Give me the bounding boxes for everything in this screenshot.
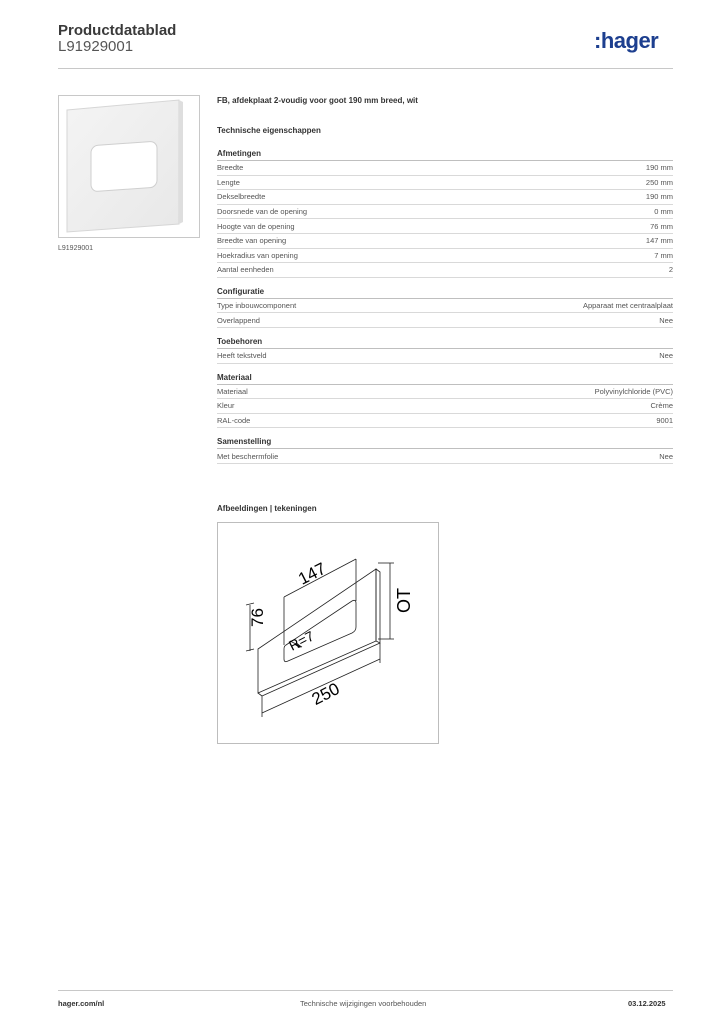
section-afmetingen [217, 149, 673, 278]
property-label: Dekselbreedte [217, 192, 266, 202]
property-label: Doorsnede van de opening [217, 207, 308, 217]
technical-drawing [217, 522, 439, 744]
property-row [217, 313, 673, 328]
logo-text: hager [600, 28, 659, 53]
property-value: Nee [659, 451, 673, 461]
property-value: 190 mm [645, 163, 673, 173]
property-row [217, 176, 673, 191]
property-row [217, 234, 673, 249]
property-value: 0 mm [654, 207, 673, 217]
property-value: 9001 [656, 416, 673, 426]
tech-properties-heading: Technische eigenschappen [217, 126, 321, 135]
property-row [217, 449, 673, 464]
section-configuratie [217, 287, 673, 328]
property-value: 7 mm [654, 250, 673, 260]
property-label: Breedte van opening [217, 236, 287, 246]
section-toebehoren [217, 337, 673, 364]
property-value: Nee [659, 315, 673, 325]
property-label: Kleur [217, 401, 235, 411]
property-value: Crème [650, 401, 673, 411]
property-label: RAL-code [217, 416, 251, 426]
property-label: Materiaal [217, 386, 248, 396]
main-content [217, 96, 673, 473]
footer-disclaimer: Technische wijzigingen voorbehouden [300, 999, 427, 1008]
footer-date: 03.12.2025 [628, 999, 666, 1008]
property-row [217, 219, 673, 234]
property-value: Apparaat met centraalplaat [582, 301, 673, 311]
property-value: 2 [668, 265, 673, 275]
section-samenstelling [217, 437, 673, 464]
property-row [217, 190, 673, 205]
section-title: Afmetingen [217, 149, 673, 161]
property-value: 147 mm [645, 236, 673, 246]
property-label: Met beschermfolie [217, 451, 279, 461]
property-row [217, 263, 673, 278]
property-row [217, 161, 673, 176]
property-label: Lengte [217, 177, 240, 187]
dim-radius-label: R=7 [286, 627, 317, 654]
dim-height-label: 76 [248, 608, 267, 627]
product-image-caption: L91929001 [58, 245, 94, 252]
logo-colon: : [594, 28, 601, 53]
property-value: 190 mm [645, 192, 673, 202]
footer-website-link[interactable]: hager.com/nl [58, 999, 105, 1008]
property-label: Hoekradius van opening [217, 250, 298, 260]
property-label: Hoogte van de opening [217, 221, 295, 231]
property-label: Overlappend [217, 315, 260, 325]
cover-plate-illustration [59, 96, 199, 237]
product-description: FB, afdekplaat 2-voudig voor goot 190 mm breed, wit [217, 96, 418, 105]
property-value: Polyvinylchloride (PVC) [594, 386, 673, 396]
header-divider [58, 68, 673, 69]
section-title: Configuratie [217, 287, 673, 299]
product-code: L91929001 [58, 38, 134, 55]
property-row [217, 414, 673, 429]
property-value: 250 mm [645, 177, 673, 187]
section-title: Materiaal [217, 373, 673, 385]
property-row [217, 205, 673, 220]
dim-width-label: 147 [295, 558, 330, 589]
product-image [58, 95, 200, 238]
property-label: Aantal eenheden [217, 265, 274, 275]
property-value: Nee [659, 351, 673, 361]
images-heading: Afbeeldingen | tekeningen [217, 504, 317, 513]
property-label: Heeft tekstveld [217, 351, 267, 361]
property-row [217, 349, 673, 364]
section-title: Toebehoren [217, 337, 673, 349]
dim-ot-label: OT [394, 588, 414, 613]
dimension-drawing [218, 523, 438, 743]
property-row [217, 399, 673, 414]
section-title: Samenstelling [217, 437, 673, 449]
property-value: 76 mm [650, 221, 673, 231]
property-row [217, 385, 673, 400]
property-label: Type inbouwcomponent [217, 301, 297, 311]
dim-length-label: 250 [308, 679, 343, 709]
footer-divider [58, 990, 673, 991]
property-row [217, 249, 673, 264]
property-row [217, 299, 673, 314]
section-materiaal [217, 373, 673, 429]
page-title: Productdatablad [58, 22, 177, 39]
hager-logo[interactable] [594, 30, 658, 52]
property-label: Breedte [217, 163, 244, 173]
